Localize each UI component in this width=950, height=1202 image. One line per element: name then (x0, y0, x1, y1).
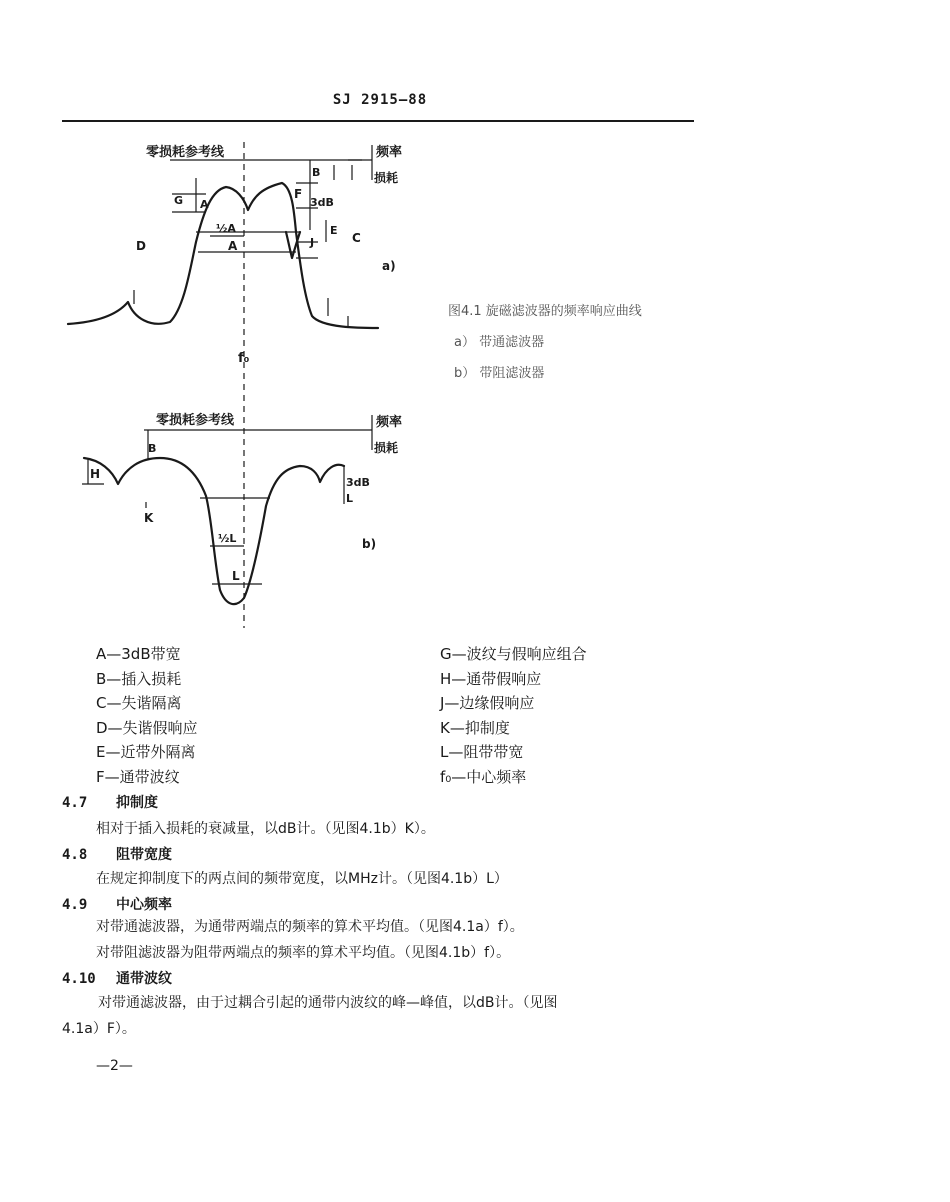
label-f: F (294, 187, 303, 201)
fo-label: f₀ (238, 351, 250, 366)
section-4-10-body (62, 990, 558, 1042)
page-number: —2— (96, 1058, 133, 1074)
section-4-9-heading (62, 894, 172, 914)
legend-item: F—通带波纹 (96, 767, 180, 786)
bandstop-curve (84, 458, 344, 604)
label-e: E (330, 224, 338, 237)
label-k: K (144, 511, 154, 525)
label-d: D (136, 239, 146, 253)
label-half-a: ½A (216, 222, 236, 235)
section-number: 4.8 (62, 847, 88, 863)
paragraph: 4.1a）F）。 (62, 1021, 136, 1037)
legend-item: C—失谐隔离 (96, 694, 182, 712)
paragraph: 对带通滤波器，为通带两端点的频率的算术平均值。（见图4.1a）f）。 (96, 919, 524, 935)
label-b-a: B (312, 166, 321, 179)
label-h: H (90, 467, 101, 481)
fig-right-top-label: 频率 (376, 145, 403, 160)
document-header: SJ 2915—88 (332, 92, 428, 108)
legend-item: H—通带假响应 (440, 669, 542, 688)
label-g: G (174, 194, 184, 207)
legend-item: E—近带外隔离 (96, 743, 196, 761)
label-a: A (228, 239, 238, 253)
section-title: 抑制度 (116, 795, 158, 811)
legend-item: J—边缘假响应 (440, 694, 535, 712)
legend-item: A—3dB带宽 (96, 645, 181, 663)
label-3db-b: 3dB (346, 476, 370, 489)
legend-item: K—抑制度 (440, 718, 510, 737)
fig-top-label: 零损耗参考线 (146, 145, 225, 160)
label-l: L (232, 569, 240, 583)
panel-b-label: b) (362, 537, 377, 551)
label-3db-a: 3dB (310, 196, 334, 209)
figure-caption (448, 296, 642, 389)
legend-left (96, 642, 198, 789)
section-number: 4.9 (62, 897, 88, 913)
fig-right-bottom-label: 损耗 (374, 171, 399, 185)
legend-item: L—阻带带宽 (440, 743, 524, 761)
fig-right-top-label-b: 频率 (376, 415, 403, 430)
fig-right-bottom-label-b: 损耗 (374, 441, 399, 455)
label-half-l: ½L (218, 532, 237, 545)
legend-right (440, 642, 587, 789)
legend-item: D—失谐假响应 (96, 718, 198, 737)
section-4-8-heading (62, 844, 172, 864)
paragraph: 在规定抑制度下的两点间的频带宽度，以MHz计。（见图4.1b）L） (96, 871, 508, 887)
label-l-right: L (346, 492, 354, 505)
label-c: C (352, 231, 361, 245)
legend-item: f₀—中心频率 (440, 767, 527, 786)
caption-title: 图4.1 旋磁滤波器的频率响应曲线 (448, 304, 642, 319)
label-b-b: B (148, 442, 157, 455)
paragraph: 相对于插入损耗的衰减量，以dB计。（见图4.1b）K）。 (96, 821, 435, 837)
caption-b: b） 带阻滤波器 (454, 366, 545, 381)
section-number: 4.7 (62, 795, 88, 811)
fig-bottom-label: 零损耗参考线 (156, 413, 235, 428)
label-j: J (310, 236, 315, 249)
caption-a: a） 带通滤波器 (454, 335, 545, 350)
paragraph: 对带阻滤波器为阻带两端点的频率的算术平均值。（见图4.1b）f）。 (96, 945, 511, 961)
section-title: 中心频率 (116, 897, 172, 913)
paragraph: 对带通滤波器，由于过耦合引起的通带内波纹的峰—峰值，以dB计。（见图 (98, 995, 558, 1011)
label-a-small: A (200, 198, 209, 211)
legend-item: G—波纹与假响应组合 (440, 645, 587, 663)
legend-item: B—插入损耗 (96, 669, 182, 688)
section-4-10-heading (62, 968, 172, 988)
section-number: 4.10 (62, 971, 96, 987)
section-4-7-body (96, 816, 435, 842)
section-4-8-body (96, 866, 508, 892)
section-title: 阻带宽度 (116, 847, 172, 863)
section-4-7-heading (62, 792, 158, 812)
section-title: 通带波纹 (116, 971, 172, 987)
section-4-9-body (96, 914, 524, 966)
panel-a-label: a) (382, 259, 396, 273)
